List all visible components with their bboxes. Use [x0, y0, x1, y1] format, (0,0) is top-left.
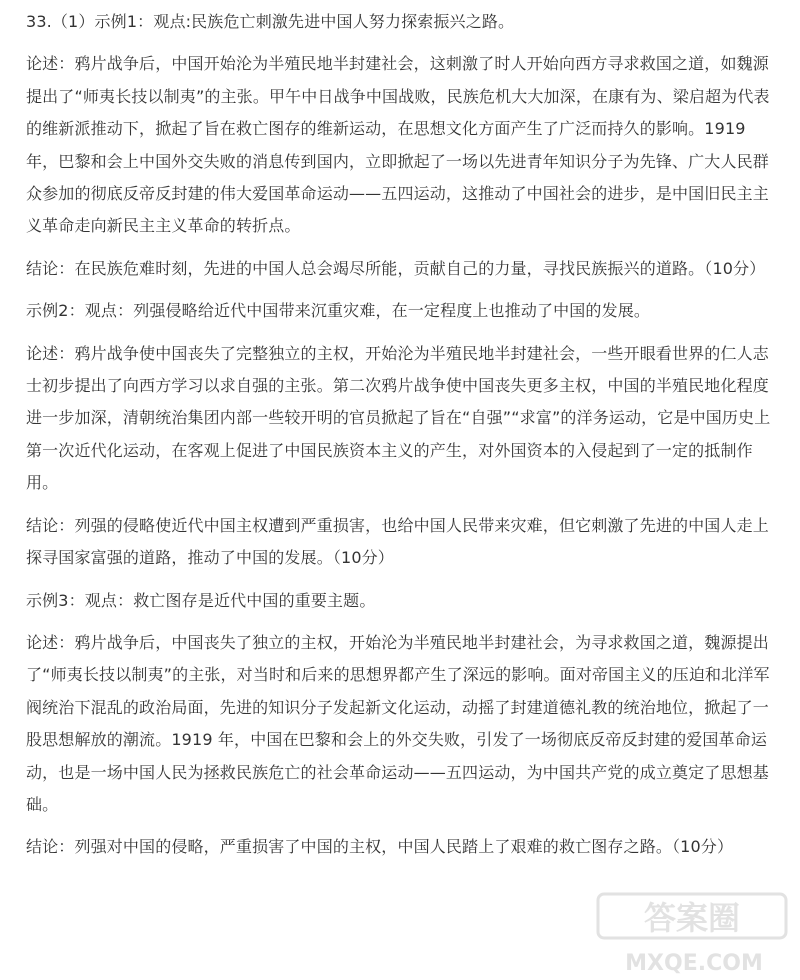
example-1-heading: 33.（1）示例1：观点:民族危亡刺激先进中国人努力探索振兴之路。 [26, 12, 515, 31]
example-1-argument: 论述：鸦片战争后，中国开始沦为半殖民地半封建社会，这刺激了时人开始向西方寻求救国之道，如魏源提出了“师夷长技以制夷”的主张。甲午中日战争中国战败，民族危机大大加深，在康有为、梁启超为代表的维新派推动下，掀起了旨在救亡图存的维新运动，在思想文化方面产生了广泛而持久的影响。1919 年，巴黎和会上中国外交失败的消息传到国内，立即掀起了一场以先进青年知识分子为先锋、广大人民群众参加的彻底反帝反封建的伟大爱国革命运动——五四运动，这推动了中国社会的进步，是中国旧民主主义革命走向新民主主义革命的转折点。 [26, 54, 770, 236]
example-2-heading: 示例2：观点：列强侵略给近代中国带来沉重灾难，在一定程度上也推动了中国的发展。 [26, 301, 651, 321]
example-3-conclusion: 结论：列强对中国的侵略，严重损害了中国的主权，中国人民踏上了艰难的救亡图存之路。（10分） [26, 837, 734, 857]
example-3-heading: 示例3：观点：救亡图存是近代中国的重要主题。 [26, 590, 376, 610]
watermark-text: 答案圈 [643, 899, 741, 937]
example-2-conclusion: 结论：列强的侵略使近代中国主权遭到严重损害，也给中国人民带来灾难，但它刺激了先进的中国人走上探寻国家富强的道路，推动了中国的发展。（10分） [26, 515, 769, 568]
example-3-argument: 论述：鸦片战争后，中国丧失了独立的主权，开始沦为半殖民地半封建社会，为寻求救国之道，魏源提出了“师夷长技以制夷”的主张，对当时和后来的思想界都产生了深远的影响。面对帝国主义的压迫和北洋军阀统治下混乱的政治局面，先进的知识分子发起新文化运动，动摇了封建道德礼教的统治地位，掀起了一股思想解放的潮流。1919 年，中国在巴黎和会上的外交失败，引发了一场彻底反帝反封建的爱国革命运动，也是一场中国人民为拯救民族危亡的社会革命运动——五四运动，为中国共产党的成立奠定了思想基础。 [26, 632, 770, 814]
watermark-url: MXQE.COM [625, 951, 763, 976]
example-2-argument: 论述：鸦片战争使中国丧失了完整独立的主权，开始沦为半殖民地半封建社会，一些开眼看世界的仁人志士初步提出了向西方学习以求自强的主张。第二次鸦片战争使中国丧失更多主权，中国的半殖民地化程度进一步加深，清朝统治集团内部一些较开明的官员掀起了旨在“自强”“求富”的洋务运动，它是中国历史上第一次近代化运动，在客观上促进了中国民族资本主义的产生，对外国资本的入侵起到了一定的抵制作用。 [26, 343, 771, 493]
example-1-conclusion: 结论：在民族危难时刻，先进的中国人总会竭尽所能，贡献自己的力量，寻找民族振兴的道路。（10分） [26, 258, 766, 278]
